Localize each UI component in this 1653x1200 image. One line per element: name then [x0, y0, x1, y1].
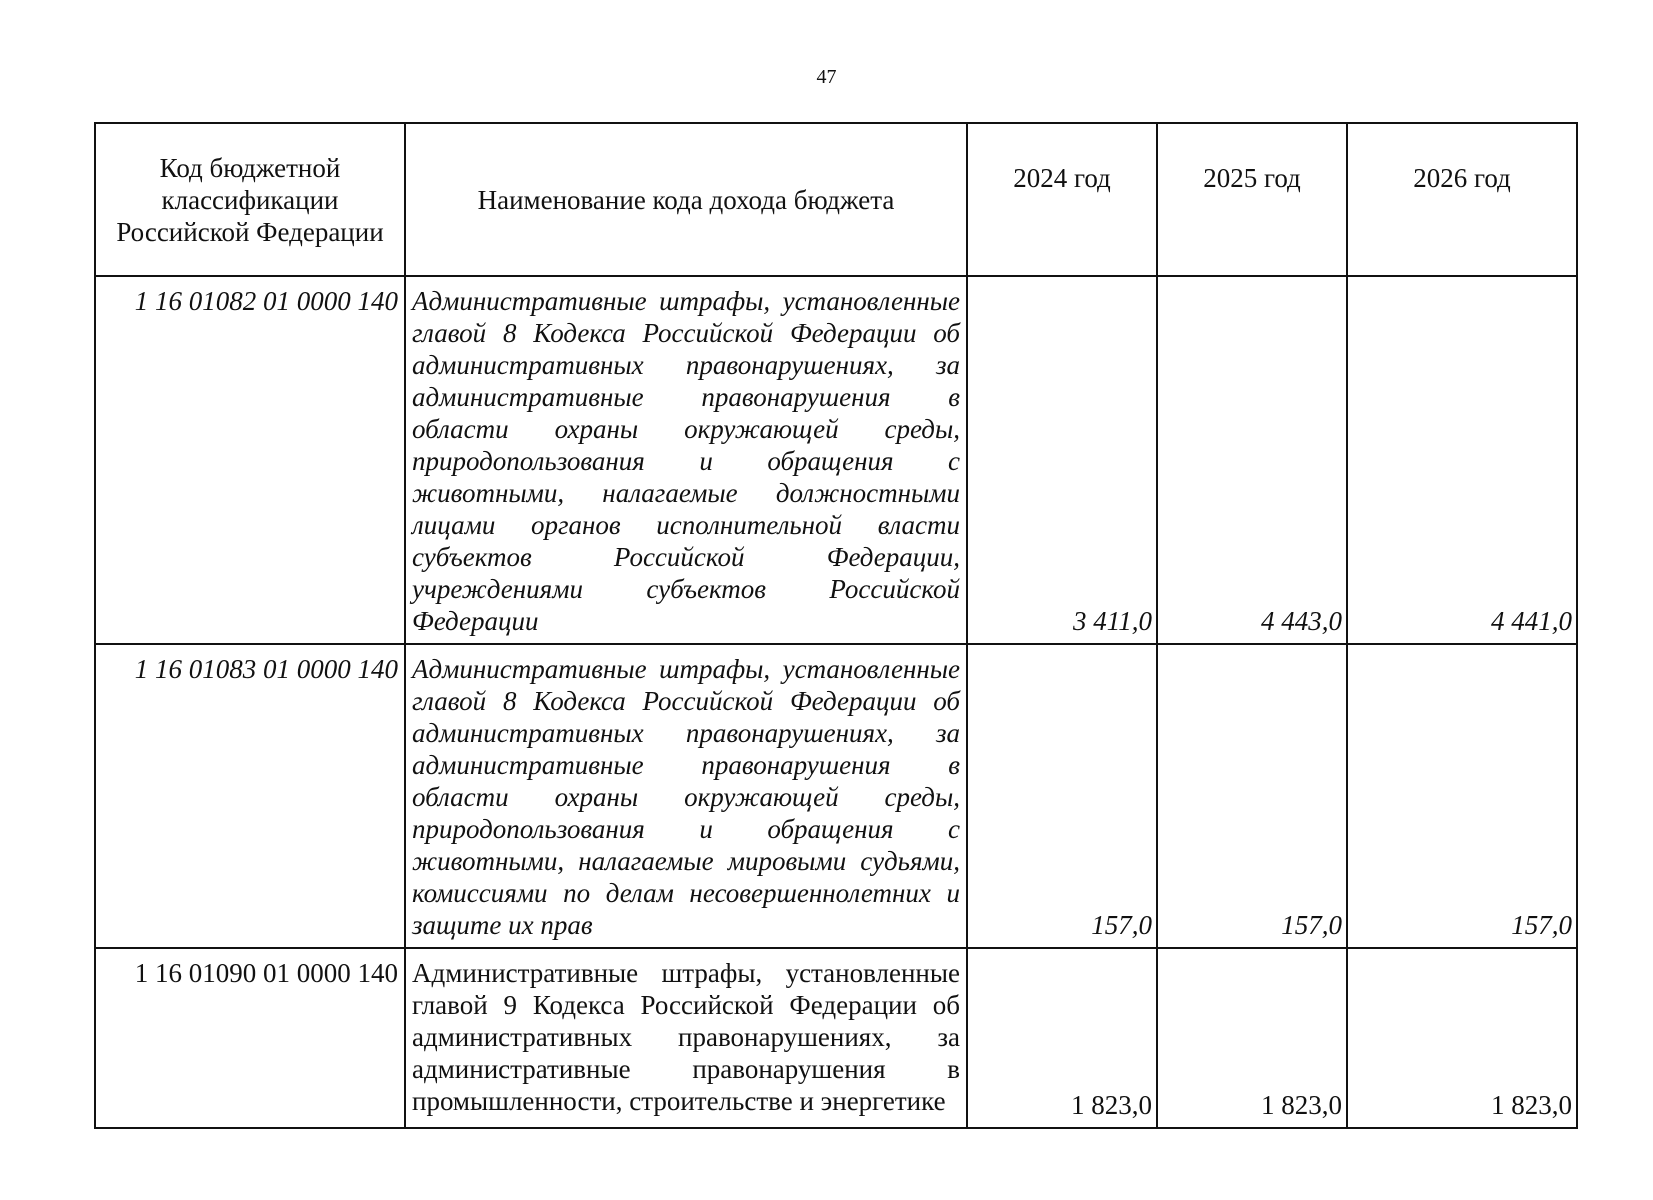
header-code: Код бюджетной классификации Российской Федерации	[95, 123, 405, 276]
table-row	[95, 948, 1577, 1128]
page-number: 47	[816, 66, 837, 88]
header-2024: 2024 год	[967, 123, 1157, 276]
table-row	[95, 644, 1577, 948]
header-2025: 2025 год	[1157, 123, 1347, 276]
amount-2025: 157,0	[1157, 644, 1347, 948]
budget-code: 1 16 01082 01 0000 140	[95, 276, 405, 644]
amount-2025: 4 443,0	[1157, 276, 1347, 644]
amount-2026: 1 823,0	[1347, 948, 1577, 1128]
revenue-name: Административные штрафы, установленные главой 8 Кодекса Российской Федерации об административных правонарушениях, за административные правонарушения в области охраны окружающей среды, природопользования и обращения с животными, налагаемые должностными лицами органов исполнительной власти субъектов Российской Федерации, учреждениями субъектов Российской Федерации	[405, 276, 967, 644]
amount-2026: 157,0	[1347, 644, 1577, 948]
amount-2024: 157,0	[967, 644, 1157, 948]
revenue-name: Административные штрафы, установленные главой 9 Кодекса Российской Федерации об административных правонарушениях, за административные правонарушения в промышленности, строительстве и энергетике	[405, 948, 967, 1128]
revenue-name: Административные штрафы, установленные главой 8 Кодекса Российской Федерации об административных правонарушениях, за административные правонарушения в области охраны окружающей среды, природопользования и обращения с животными, налагаемые мировыми судьями, комиссиями по делам несовершеннолетних и защите их прав	[405, 644, 967, 948]
amount-2025: 1 823,0	[1157, 948, 1347, 1128]
header-name: Наименование кода дохода бюджета	[405, 123, 967, 276]
budget-code: 1 16 01083 01 0000 140	[95, 644, 405, 948]
amount-2026: 4 441,0	[1347, 276, 1577, 644]
header-2026: 2026 год	[1347, 123, 1577, 276]
table-row	[95, 276, 1577, 644]
amount-2024: 3 411,0	[967, 276, 1157, 644]
amount-2024: 1 823,0	[967, 948, 1157, 1128]
budget-revenue-table	[94, 122, 1578, 1129]
budget-code: 1 16 01090 01 0000 140	[95, 948, 405, 1128]
table-header-row	[95, 123, 1577, 276]
